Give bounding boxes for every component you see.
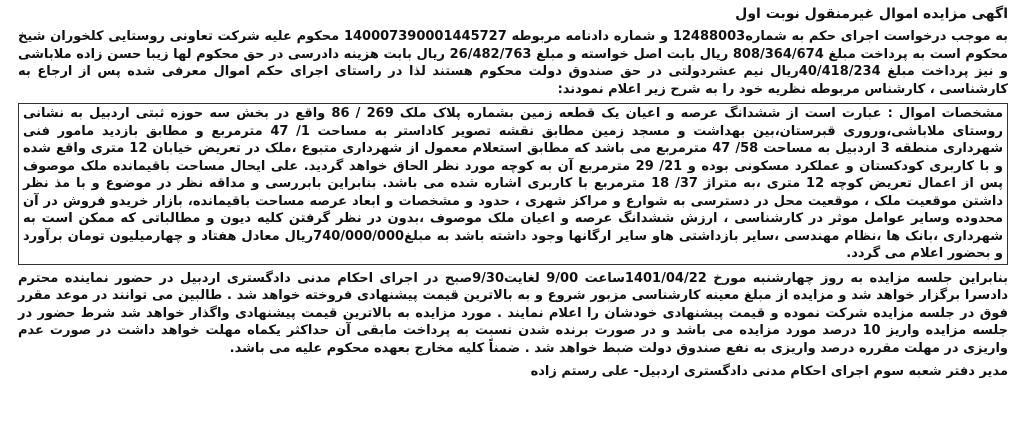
notice-title: اگهی مزایده اموال غیرمنقول نوبت اول — [735, 6, 1008, 22]
auction-session-paragraph: بنابراین جلسه مزایده به روز چهارشنبه مورخ 1401/04/22ساعت 9/00 لغایت9/30صبح در اجرای احکام مدنی دادگستری اردبیل در حضور نماینده محترم دادسرا برگزار خواهد شد و مزایده از مبلغ معینه کارشناسی مزبور شروع و به بالاترین قیمت پیشنهادی فروخته خواهد شد . طالبین می توانند در موعد مقرر فوق در جلسه مزایده شرکت نموده و قیمت پیشنهادی خودشان را اعلام نمایند . مورد مزایده به بالاترین قیمت پیشنهادی واگذار خواهد شد شرط حضور در جلسه مزایده واریز 10 درصد مورد مزایده می باشد و در صورت برنده شدن نسبت به پرداخت مابقی آن حداکثر یکماه مهلت خواهد داشت در صورت عدم واریزی در مهلت مقرره درصد واریزی به نفع صندوق دولت ضبط خواهد شد . ضمناً کلیه مخارج بعهده محکوم علیه می باشد. — [18, 270, 1008, 356]
signature-line: مدیر دفتر شعبه سوم اجرای احکام مدنی دادگستری اردبیل- علی رستم زاده — [530, 364, 1008, 379]
property-specs-paragraph: مشخصات اموال : عبارت است از ششدانگ عرصه و اعیان یک قطعه زمین بشماره پلاک ملک 269 / 86 واقع در بخش سه حوزه ثبتی اردبیل به نشانی روستای ملاباشی،وروری قبرستان،بین بهداشت و مسجد زمین مطابق نقشه تصویر کاداستر به مساحت 1/ 47 مترمربع و مطابق بازدید مامور فنی شهرداری منطقه 3 اردبیل به مساحت 58/ 47 مترمربع می باشد که مطابق استعلام معمول از شهرداری متبوع ،ملک در تعریض خیابان 12 متری واقع شده و با کاربری کودکستان و عملکرد مسکونی بوده و 21/ 29 مترمربع آن به کوچه مورد نظر الحاق خواهد گردید. علی ایحال مساحت باقیمانده ملک موصوف پس از اعمال تعریض کوچه 12 متری ،به متراژ 37/ 18 مترمربع با کاربری اشاره شده می باشد. بنابراین بابررسی و مداقه نظر در موضوع و با مذ نظر داشتن موقعیت ملک ، موقعیت محل در دسترسی به شوارع و مراکز شهری ، حدود و مشخصات و ابعاد عرصه مساحت باقیمانده، بازار خریدو فروش در آن محدوده وسایر عوامل موثر در کارشناسی ، ارزش ششدانگ عرصه و اعیان ملک موصوف ،بدون در نظر گرفتن کلیه دیون و مطالباتی که ممکن است به شهرداری ،بانک ها ،نظام مهندسی ،سایر بازداشتی هاو سایر ارگانها وجود داشته باشد به مبلغ740/000/000ریال معادل هفتاد و چهارمیلیون تومان برآورد و بحضور اعلام می گردد. — [18, 103, 1008, 265]
notice-intro-paragraph: به موجب درخواست اجرای حکم به شماره12488003 و شماره دادنامه مربوطه 140007390001445727 محکوم علیه شرکت تعاونی روستایی کلخوران شیخ محکوم است به پرداخت مبلغ 808/364/674 ریال بابت اصل خواسته و مبلغ 26/482/763 ریال بابت هزینه دادرسی در حق محکوم لها زیبا حسن زاده ملاباشی و نیز پرداخت مبلغ 40/418/234ریال نیم عشردولتی در حق صندوق دولت محکوم هستند لذا در راستای اجرای حکم اموال معرفی شده پس از ارجاع به کارشناسی ، کارشناس مربوطه نظریه خود را به شرح زیر اعلام نمودند: — [18, 29, 1009, 97]
